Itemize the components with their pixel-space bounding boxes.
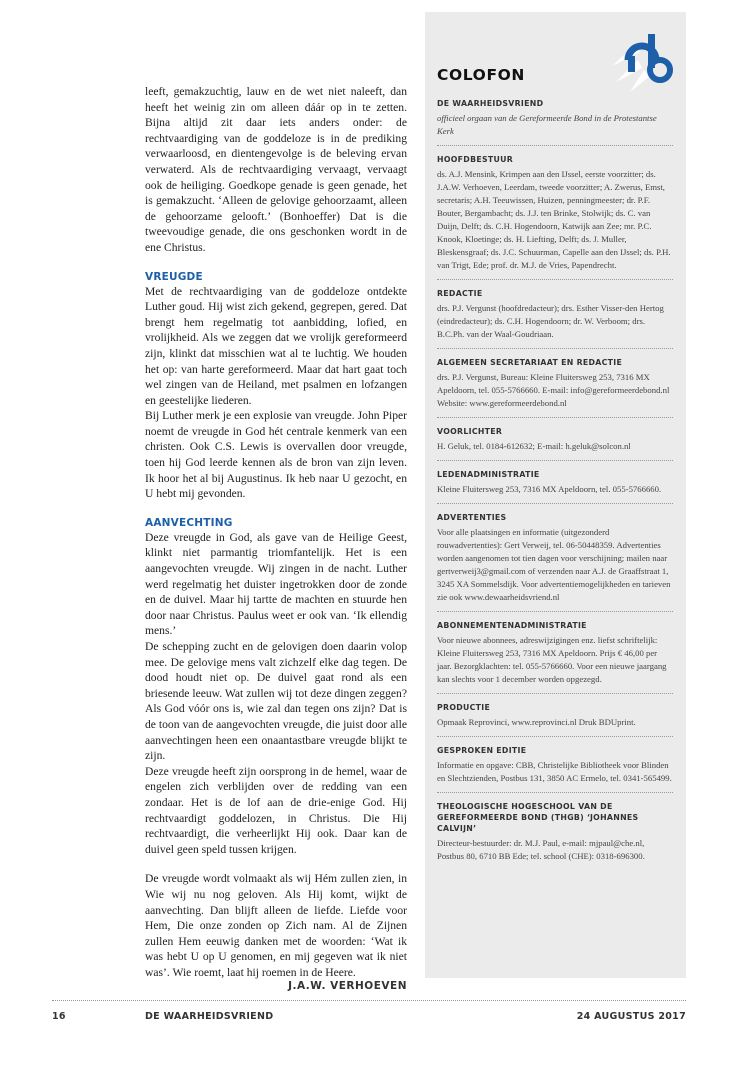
section-heading: PRODUCTIE [437,703,491,712]
colofon-section [437,357,673,410]
section-text: Kleine Fluitersweg 253, 7316 MX Apeldoorn, tel. 055-5766660. [437,484,662,494]
section-heading: ABONNEMENTENADMINISTRATIE [437,621,587,630]
section-divider [437,279,673,280]
vreugde-paragraph-2: Bij Luther merk je een explosie van vreugde. John Piper noemt de vreugde in God hét centrale kenmerk van een christen. Ook C.S. Lewis is overvallen door vreugde, toen hij God leerde kennen als de bron van zijn leven. Ik hoor het al bij Augustinus. Ik heb naar U gezocht, en U hebt mij gevonden. [145,409,407,501]
section-divider [437,611,673,612]
section-divider [437,348,673,349]
section-divider [437,693,673,694]
section-divider [437,792,673,793]
colofon-section [437,512,673,604]
section-divider [437,145,673,146]
colofon-section [437,98,673,138]
colofon-section [437,745,673,785]
section-text: ds. A.J. Mensink, Krimpen aan den IJssel, eerste voorzitter; ds. J.A.W. Verhoeven, Leerdam, tweede voorzitter; A. Zwerus, Emst, secretaris; A.H. Teeuwissen, Huizen, penningmeester; dr. P.F. Bouter, Bergambacht; ds. J.J. ten Brinke, Stolwijk; ds. C. van Duijn, Delft; ds. C.H. Hogendoorn, Katwijk aan Zee; mr. P.C. Knook, Kloetinge; ds. H. Liefting, Delft; ds. J. Muller, Bleskensgraaf; ds. J.C. Schuurman, Capelle aan den IJssel; ds. P.H. van Trigt, Ede; prof. dr. M.J. de Vries, Papendrecht. [437,169,671,270]
colofon-panel [425,12,686,978]
page-number: 16 [52,1011,66,1022]
heading-vreugde: VREUGDE [145,270,203,283]
author-name: J.A.W. VERHOEVEN [288,980,407,993]
section-text: Informatie en opgave: CBB, Christelijke Bibliotheek voor Blinden en Slechtzienden, Postbus 131, 3850 AC Ermelo, tel. 0341-565499. [437,760,672,783]
colofon-section [437,288,673,341]
section-divider [437,417,673,418]
aanvechting-paragraph-2: De schepping zucht en de gelovigen doen daarin volop mee. De gelovige mens valt zichzelf elke dag tegen. De dood houdt niet op. De duivel gaat rond als een briesende leeuw. Wat zullen wij tot deze dingen zeggen? Als God vóór ons is, wie zal dan tegen ons zijn? Dat is de toon van de aangevochten vreugde, die juist door alle aanvechtingen heen een onaantastbare vreugde blijkt te zijn. [145,640,407,763]
footer-publication: DE WAARHEIDSVRIEND [145,1011,274,1022]
colofon-section [437,469,673,496]
section-heading: GESPROKEN EDITIE [437,746,527,755]
section-heading: ALGEMEEN SECRETARIAAT EN REDACTIE [437,358,623,367]
vreugde-paragraph-1: Met de rechtvaardiging van de goddeloze ontdekte Luther goud. Hij wist zich gekend, gegrepen, gered. Dat brengt hem regelmatig tot aanbidding, lofied, en vrolijkheid. Als we zeggen dat we vrolijk gereformeerd zijn, klinkt dat misschien wat al te luchtig. We houden het op: van harte gereformeerd. Maar dat hart gaat toch wel zingen van de Heiland, met psalmen en lofzangen en geestelijke liederen. [145,284,407,407]
section-divider [437,460,673,461]
section-heading: THEOLOGISCHE HOGESCHOOL VAN DE GEREFORMEERDE BOND (THGB) ‘JOHANNES CALVIJN’ [437,802,639,833]
section-text: H. Geluk, tel. 0184-612632; E-mail: h.geluk@solcon.nl [437,441,631,451]
section-text: Voor alle plaatsingen en informatie (uitgezonderd rouwadvertenties): Gert Verweij, tel. 06-50448359. Advertenties worden aangenomen tot tien dagen voor verschijning; mailen naar gertverweij3@gmail.com of verzenden naar A.J. de Graaffstraat 1, 3245 XA Sommelsdijk. Voor advertentiemogelijkheden en tarieven zie ook www.dewaarheidsvriend.nl [437,527,671,602]
colofon-section [437,620,673,686]
aanvechting-paragraph-3: Deze vreugde heeft zijn oorsprong in de hemel, waar de engelen zich verblijden over de redding van een zondaar. Het is de lof aan de drie-enige God. Hij rechtvaardigt goddelozen, in Christus. Die Hij rechtvaardigt, die verheerlijkt Hij ook. Daar kan de duivel geen speld tussen krijgen. [145,764,407,856]
section-text: officieel orgaan van de Gereformeerde Bond in de Protestantse Kerk [437,113,657,136]
colofon-section [437,154,673,272]
article-column [145,84,407,993]
footer-date: 24 AUGUSTUS 2017 [576,1011,686,1022]
colofon-section [437,426,673,453]
colofon-title: COLOFON [437,66,525,84]
footer-divider [52,1000,686,1001]
section-text: drs. P.J. Vergunst, Bureau: Kleine Fluitersweg 253, 7316 MX Apeldoorn, tel. 055-5766660. E-mail: info@gereformeerdebond.nl Website: www.gereformeerdebond.nl [437,372,670,408]
section-heading: DE WAARHEIDSVRIEND [437,99,544,108]
section-text: Directeur-bestuurder: dr. M.J. Paul, e-mail: mjpaul@che.nl, Postbus 80, 6710 BB Ede; tel. school (CHE): 0318-696300. [437,838,645,861]
colofon-section [437,702,673,729]
section-text: Voor nieuwe abonnees, adreswijzigingen enz. liefst schriftelijk: Kleine Fluitersweg 253, 7316 MX Apeldoorn. Prijs € 46,00 per jaar. Bezorgklachten: tel. 055-5766660. Voor een nieuwe jaargang kan slechts voor 1 december worden opgezegd. [437,635,667,684]
colofon-section [437,801,673,863]
section-divider [437,503,673,504]
section-text: drs. P.J. Vergunst (hoofdredacteur); drs. Esther Visser-den Hertog (eindredacteur); ds. C.H. Hogendoorn; dr. W. Verboom; drs. B.C.Ph. van der Waal-Goudriaan. [437,303,664,339]
heading-aanvechting: AANVECHTING [145,516,233,529]
section-heading: REDACTIE [437,289,483,298]
section-heading: LEDENADMINISTRATIE [437,470,540,479]
section-divider [437,736,673,737]
article-intro-paragraph: leeft, gemakzuchtig, lauw en de wet niet naleeft, dan heeft het weinig zin om alleen dáár op in te zetten. Bijna altijd zit daar iets anders onder: de rechtvaardiging van de goddeloze is in de prediking verwaarloosd, en dientengevolge is de beleving ervan verwaterd. Als de rechtvaardiging vervaagt, vervaagt ook de heiliging. Goedkope genade is geen genade, het is gemakzucht. ‘Alleen de gelovige gehoorzaamt, alleen de gehoorzame gelooft.’ (Bonhoeffer) Dat is die tweevoudige genade, die ons geschonken wordt in de ene Christus. [145,85,407,254]
section-heading: VOORLICHTER [437,427,503,436]
section-text: Opmaak Reprovinci, www.reprovinci.nl Druk BDUprint. [437,717,636,727]
section-heading: ADVERTENTIES [437,513,507,522]
aanvechting-paragraph-1: Deze vreugde in God, als gave van de Heilige Geest, klinkt niet parmantig triomfantelijk. Het is een aangevochten vreugde. Wij zingen in de nacht. Luther werd regelmatig het duister ingetrokken door de zonde en de duivel. Maar hij tartte de machten en stuurde hen door naar Christus. Paulus weet er ook van. ‘Ik ellendig mens.’ [145,530,407,638]
colofon-content [437,66,673,863]
closing-paragraph: De vreugde wordt volmaakt als wij Hém zullen zien, in Wie wij nu nog geloven. Als Hij komt, wijkt de aanvechting. Dan blijft alleen de liefde. Liefde voor Hem, Die onze zonden op Zich nam. Al de Zijnen zullen Hem eeuwig danken met de woorden: ‘Wat ik was hebt U op U genomen, en mij gegeven wat ik niet was’. Wie roemt, laat hij roemen in de Heere. [145,872,407,979]
section-heading: HOOFDBESTUUR [437,155,514,164]
